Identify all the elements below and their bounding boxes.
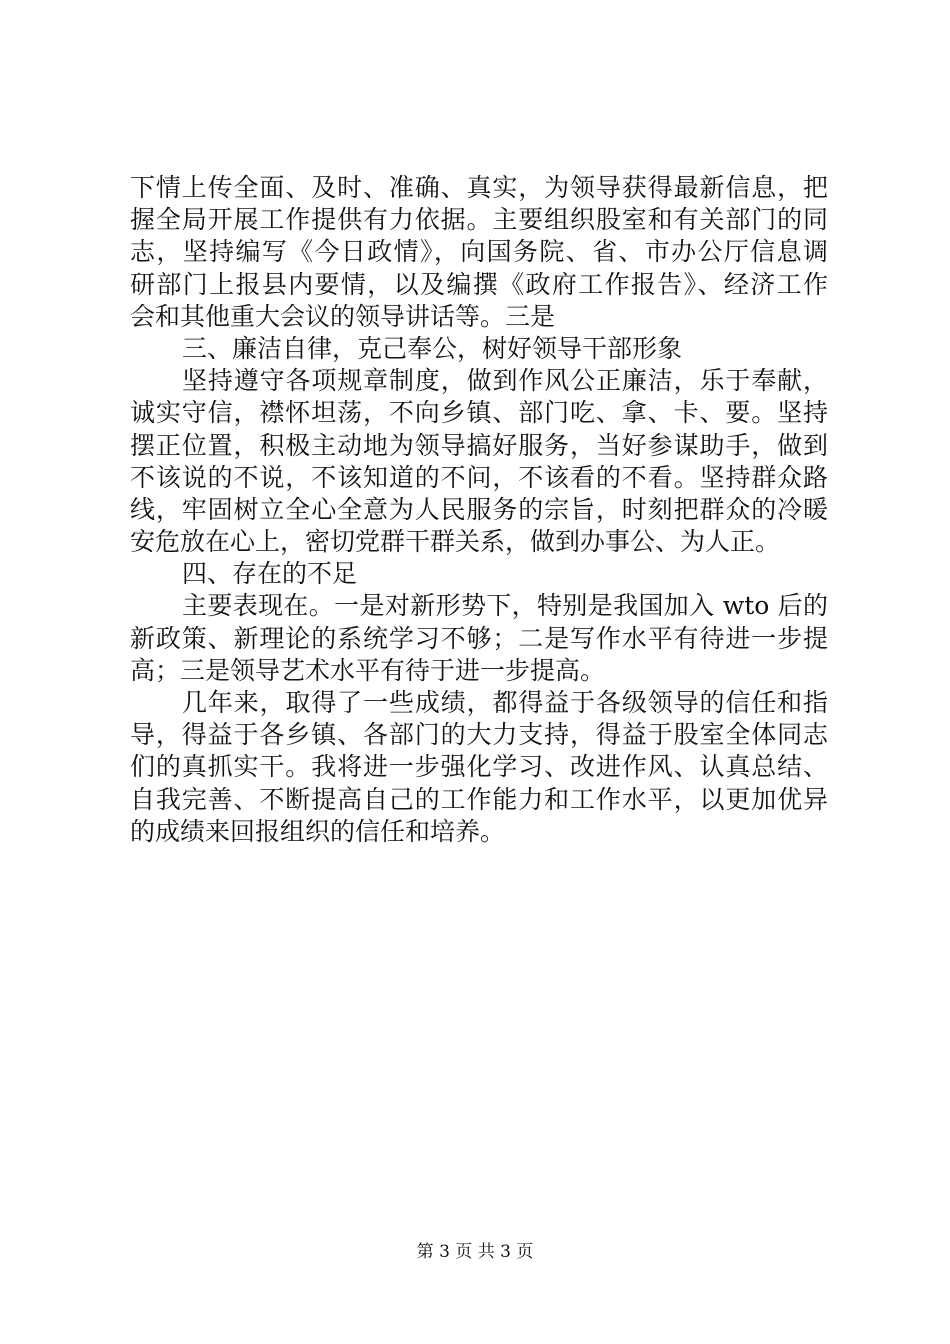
- text-line: 们的真抓实干。我将进一步强化学习、改进作风、认真总结、: [130, 752, 828, 782]
- section-heading: 四、存在的不足: [182, 559, 358, 589]
- text-line: 诚实守信，襟怀坦荡，不向乡镇、部门吃、拿、卡、要。坚持: [130, 398, 828, 428]
- text-line: 坚持遵守各项规章制度，做到作风公正廉洁，乐于奉献，: [182, 366, 828, 396]
- text-line: 摆正位置，积极主动地为领导搞好服务，当好参谋助手，做到: [130, 430, 828, 460]
- text-line: 握全局开展工作提供有力依据。主要组织股室和有关部门的同: [130, 205, 828, 235]
- text-line: 安危放在心上，密切党群干群关系，做到办事公、为人正。: [130, 527, 781, 557]
- document-body: [130, 172, 828, 848]
- section-heading: 三、廉洁自律，克己奉公，树好领导干部形象: [182, 333, 683, 363]
- text-line: 志，坚持编写《今日政情》，向国务院、省、市办公厅信息调: [130, 237, 828, 267]
- text-line: 会和其他重大会议的领导讲话等。三是: [130, 301, 556, 331]
- text-line: 导，得益于各乡镇、各部门的大力支持，得益于股室全体同志: [130, 720, 828, 750]
- text-line: 下情上传全面、及时、准确、真实，为领导获得最新信息，把: [130, 173, 828, 202]
- text-line: 主要表现在。一是对新形势下，特别是我国加入 wto 后的: [182, 591, 828, 621]
- text-line: 自我完善、不断提高自己的工作能力和工作水平，以更加优异: [130, 784, 828, 814]
- text-line: 几年来，取得了一些成绩，都得益于各级领导的信任和指: [182, 688, 828, 717]
- text-line: 高；三是领导艺术水平有待于进一步提高。: [130, 655, 606, 685]
- text-line: 新政策、新理论的系统学习不够；二是写作水平有待进一步提: [130, 623, 828, 653]
- text-line: 的成绩来回报组织的信任和培养。: [130, 816, 506, 846]
- text-line: 线，牢固树立全心全意为人民服务的宗旨，时刻把群众的冷暖: [130, 494, 828, 524]
- text-line: 不该说的不说，不该知道的不问，不该看的不看。坚持群众路: [130, 462, 828, 492]
- text-line: 研部门上报县内要情，以及编撰《政府工作报告》、经济工作: [130, 269, 828, 299]
- page-footer: 第 3 页 共 3 页: [416, 1242, 534, 1262]
